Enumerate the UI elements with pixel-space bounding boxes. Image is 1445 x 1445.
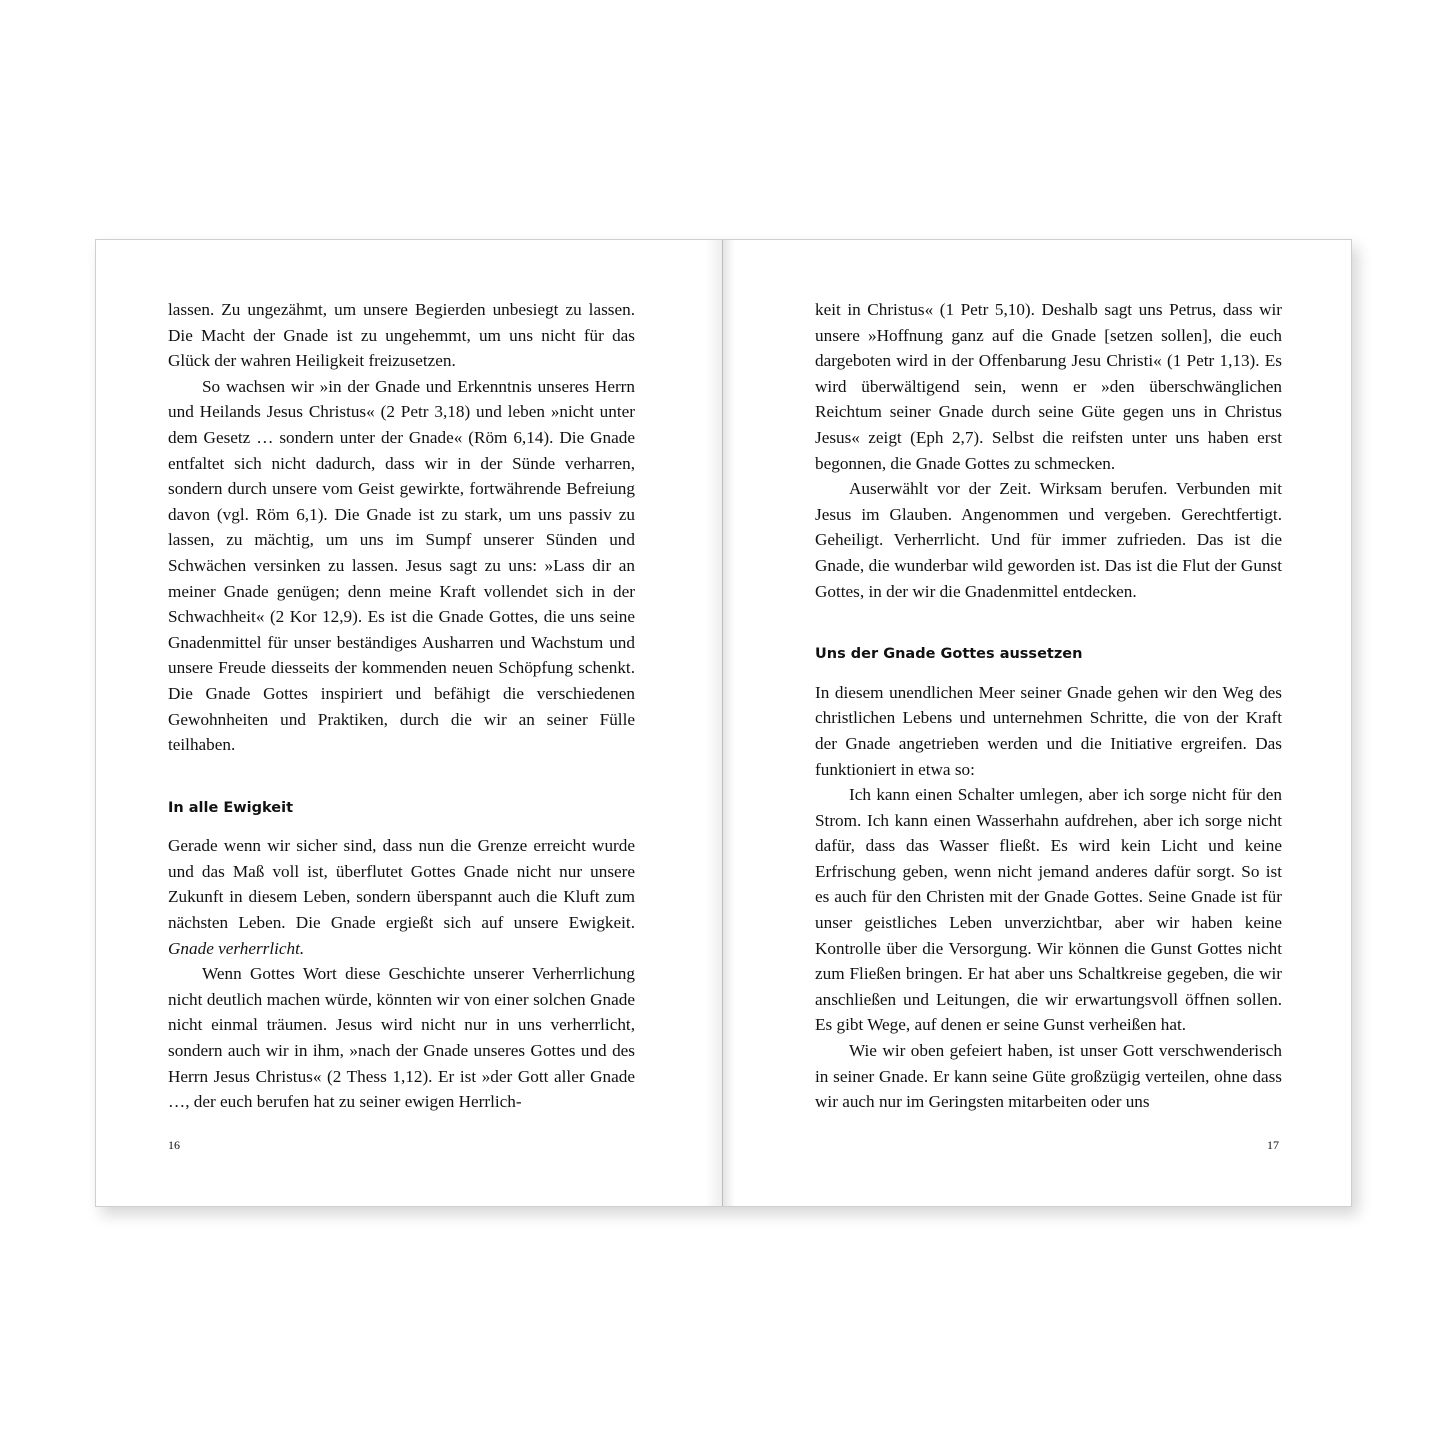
right-paragraph-1: keit in Christus« (1 Petr 5,10). Deshalb sagt uns Petrus, dass wir unsere »Hoffnung ganz auf die Gnade [setzen sollen], die euch dargeboten wird in der Offenbarung Jesu Christi« (1 Petr 1,13). Es wird überwältigend sein, wenn er »den überschwänglichen Reichtum seiner Gnade durch seine Güte gegen uns in Christus Jesus« zeigt (Eph 2,7). Selbst die reifsten unter uns haben erst begonnen, die Gnade Gottes zu schmecken. [815, 300, 1282, 473]
page-number-right: 17 [1267, 1138, 1279, 1152]
right-section-paragraph-2: Ich kann einen Schalter umlegen, aber ich sorge nicht für den Strom. Ich kann einen Wasserhahn aufdrehen, aber ich sorge nicht dafür, dass das Wasser fließt. Es wird kein Licht und keine Erfrischung geben, wenn nicht jemand anderes dafür sorgt. So ist es auch für den Christen mit der Gnade Gottes. Seine Gnade ist für unser geistliches Leben unverzichtbar, aber wir haben keine Kontrolle über die Versorgung. Wir können die Gunst Gottes nicht zum Fließen bringen. Er hat aber uns Schaltkreise gegeben, die wir anschließen und Leitungen, die wir erwartungsvoll öffnen sollen. Es gibt Wege, auf denen er seine Gunst verheißen hat. [815, 785, 1282, 1035]
left-text-block [168, 297, 635, 1115]
right-page [723, 240, 1351, 1206]
left-paragraph-2: So wachsen wir »in der Gnade und Erkenntnis unseres Herrn und Heilands Jesus Christus« (2 Petr 3,18) und leben »nicht unter dem Gesetz … sondern unter der Gnade« (Röm 6,14). Die Gnade entfaltet sich nicht dadurch, dass wir in der Sünde verharren, sondern durch unsere vom Geist gewirkte, fortwährende Befreiung davon (vgl. Röm 6,1). Die Gnade ist zu stark, um uns passiv zu lassen, zu mächtig, um uns im Sumpf unserer Sünden und Schwächen versinken zu lassen. Jesus sagt zu uns: »Lass dir an meiner Gnade genügen; denn meine Kraft vollendet sich in der Schwachheit« (2 Kor 12,9). Es ist die Gnade Gottes, die uns seine Gnadenmittel für unser beständiges Ausharren und Wachstum und unsere Freude diesseits der kommenden neuen Schöpfung schenkt. Die Gnade Gottes inspiriert und befähigt die verschiedenen Gewohnheiten und Praktiken, durch die wir an seiner Fülle teilhaben. [168, 376, 635, 755]
section-heading-in-alle-ewigkeit: In alle Ewigkeit [168, 799, 294, 816]
left-page [96, 240, 723, 1206]
left-section-paragraph-1-italic: Gnade verherrlicht. [168, 938, 305, 958]
right-section-paragraph-1: In diesem unendlichen Meer seiner Gnade gehen wir den Weg des christlichen Lebens und unternehmen Schritte, die von der Kraft der Gnade angetrieben werden und die Initiative ergreifen. Das funktioniert in etwa so: [815, 682, 1282, 779]
left-section-paragraph-1-text: Gerade wenn wir sicher sind, dass nun die Grenze erreicht wurde und das Maß voll ist, überflutet Gottes Gnade nicht nur unsere Zukunft in diesem Leben, sondern überspannt auch die Kluft zum nächsten Leben. Die Gnade ergießt sich auf unsere Ewigkeit. [168, 836, 635, 933]
book-spread [95, 239, 1352, 1207]
left-section-paragraph-1 [168, 833, 635, 961]
right-section-paragraph-3: Wie wir oben gefeiert haben, ist unser Gott verschwenderisch in seiner Gnade. Er kann seine Güte großzügig verteilen, ohne dass wir auch nur im Geringsten mitarbeiten oder uns [815, 1041, 1282, 1112]
book-gutter [722, 240, 723, 1206]
right-text-block [815, 297, 1282, 1115]
left-paragraph-1: lassen. Zu ungezähmt, um unsere Begierden unbesiegt zu lassen. Die Macht der Gnade ist zu ungehemmt, um uns nicht für das Glück der wahren Heiligkeit freizusetzen. [168, 300, 635, 371]
section-heading-uns-der-gnade-gottes-aussetzen: Uns der Gnade Gottes aussetzen [815, 646, 1083, 663]
gutter-shadow-right [723, 240, 735, 1206]
gutter-shadow-left [705, 240, 723, 1206]
right-paragraph-2: Auserwählt vor der Zeit. Wirksam berufen. Verbunden mit Jesus im Glauben. Angenommen und vergeben. Gerechtfertigt. Geheiligt. Verherrlicht. Und für immer zufrieden. Das ist die Gnade, die wunderbar wild geworden ist. Das ist die Flut der Gunst Gottes, in der wir die Gnadenmittel entdecken. [815, 479, 1282, 601]
left-section-paragraph-2: Wenn Gottes Wort diese Geschichte unserer Verherrlichung nicht deutlich machen würde, könnten wir von einer solchen Gnade nicht einmal träumen. Jesus wird nicht nur in uns verherrlicht, sondern auch wir in ihm, »nach der Gnade unseres Gottes und des Herrn Jesus Christus« (2 Thess 1,12). Er ist »der Gott aller Gnade …, der euch berufen hat zu seiner ewigen Herrlich- [168, 964, 635, 1112]
page-number-left: 16 [168, 1138, 180, 1152]
